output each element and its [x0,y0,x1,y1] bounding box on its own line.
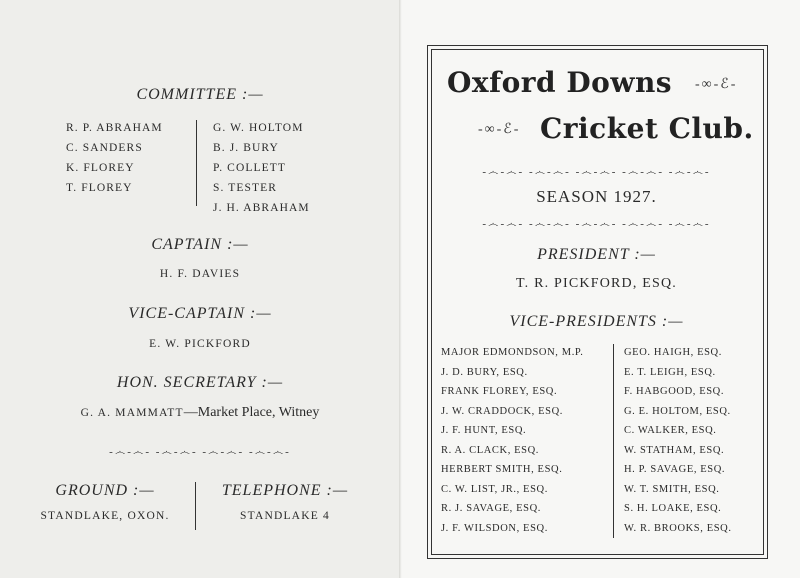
committee-member: K. FLOREY [66,162,135,174]
vice-president: MAJOR EDMONDSON, M.P. [441,347,584,358]
vice-president: GEO. HAIGH, ESQ. [624,347,722,358]
committee-member: B. J. BURY [213,142,279,154]
left-ornament: -෴-෴- -෴-෴- -෴-෴- -෴-෴- [109,446,291,458]
president-name: T. R. PICKFORD, ESQ. [515,276,678,291]
secretary-name: G. A. MAMMATT [80,407,184,419]
committee-member: R. P. ABRAHAM [66,122,163,134]
committee-divider [196,120,197,206]
committee-member: T. FLOREY [66,182,133,194]
captain-name: H. F. DAVIES [159,268,241,280]
vice-president: W. STATHAM, ESQ. [624,444,725,456]
committee-heading: COMMITTEE :— [136,86,264,103]
ornament-top: -෴-෴- -෴-෴- -෴-෴- -෴-෴- -෴-෴- [482,166,711,178]
president-heading: PRESIDENT :— [537,246,656,263]
vice-president: R. J. SAVAGE, ESQ. [441,503,541,514]
telephone-value: STANDLAKE 4 [240,510,330,522]
scroll-ornament-icon: -∞-ℰ- [478,122,521,137]
captain-heading: CAPTAIN :— [151,236,249,253]
vice-president: J. W. CRADDOCK, ESQ. [441,405,563,417]
vice-president: S. H. LOAKE, ESQ. [624,503,722,514]
vice-president: C. WALKER, ESQ. [624,425,717,436]
vice-president: J. F. HUNT, ESQ. [441,425,527,436]
scroll-ornament-icon: -∞-ℰ- [695,77,738,92]
club-title-line1: Oxford Downs [447,66,673,99]
vice-presidents-list-right [624,343,732,538]
secretary-address: —Market Place, Witney [183,405,320,420]
vice-president: HERBERT SMITH, ESQ. [441,464,563,475]
vice-presidents-list-left [441,343,583,538]
vice-president: R. A. CLACK, ESQ. [441,444,540,456]
secretary-line [0,405,400,421]
vice-president: F. HABGOOD, ESQ. [624,386,725,397]
vice-president: J. F. WILSDON, ESQ. [441,522,548,534]
committee-member: J. H. ABRAHAM [213,202,310,214]
committee-list-right [213,118,310,218]
committee-list-left [66,118,163,198]
vice-president: W. T. SMITH, ESQ. [624,483,720,495]
vice-president: C. W. LIST, JR., ESQ. [441,483,548,495]
secretary-heading: HON. SECRETARY :— [116,374,284,391]
ornament-bottom: -෴-෴- -෴-෴- -෴-෴- -෴-෴- -෴-෴- [482,218,711,230]
committee-member: P. COLLETT [213,162,286,174]
ground-heading: GROUND :— [55,482,155,499]
vice-president: G. E. HOLTOM, ESQ. [624,405,731,417]
vice-president: E. T. LEIGH, ESQ. [624,366,716,378]
vice-president: FRANK FLOREY, ESQ. [441,386,558,397]
ground-value: STANDLAKE, OXON. [40,510,170,522]
vice-president: W. R. BROOKS, ESQ. [624,522,732,534]
season-label: SEASON 1927. [536,187,657,206]
committee-member: G. W. HOLTOM [213,122,304,134]
vice-president: H. P. SAVAGE, ESQ. [624,464,726,475]
vice-captain-name: E. W. PICKFORD [149,338,251,350]
committee-member: S. TESTER [213,182,278,194]
telephone-heading: TELEPHONE :— [221,482,349,499]
vice-captain-heading: VICE-CAPTAIN :— [128,305,272,322]
committee-member: C. SANDERS [66,142,143,154]
ground-divider [195,482,196,530]
club-title-line2: Cricket Club. [540,112,754,145]
vice-presidents-heading: VICE-PRESIDENTS :— [509,313,684,330]
vice-presidents-divider [613,344,614,538]
vice-president: J. D. BURY, ESQ. [441,366,528,378]
